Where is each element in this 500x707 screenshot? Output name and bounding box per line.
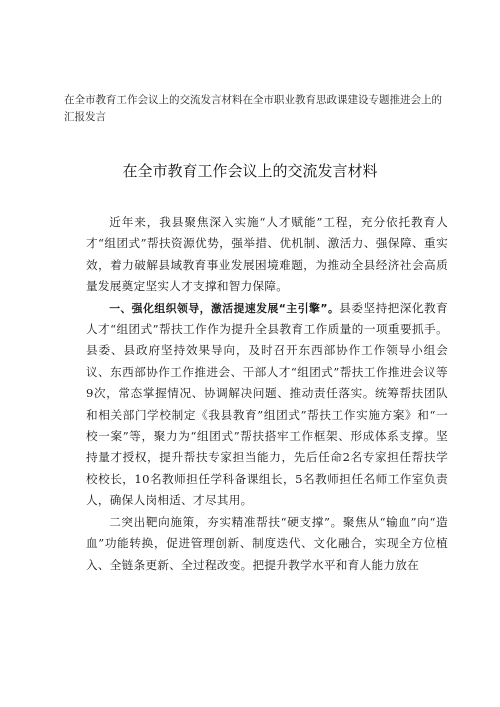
document-header bbox=[64, 92, 444, 126]
document-body bbox=[86, 212, 448, 576]
paragraph-section-2 bbox=[86, 512, 448, 576]
paragraph-text: 县委坚持把深化教育人才“组团式”帮扶工作作为提升全县教育工作质量的一项重要抓手。县委、县政府坚持效果导向，及时召开东西部协作工作领导小组会议、东西部协作工作推进会、干部人才“组团式”帮扶工作推进会议等9次，常态掌握情况、协调解决问题、推动责任落实。统筹帮扶团队和相关部门学校制定《我县教育”组团式”帮扶工作实施方案》和“一校一案”等，聚力为“组团式”帮扶搭牢工作框架、形成体系支撑。坚持量才授权，提升帮扶专家担当能力，先后任命2名专家担任帮扶学校校长，10名教师担任学科备课组长，5名教师担任名师工作室负责人，确保人岗相适、才尽其用。 bbox=[86, 300, 448, 508]
paragraph-text: 二突出靶向施策，夯实精准帮扶“硬支撑”。聚焦从“输血”向“造血”功能转换，促进管理创新、制度迭代、文化融合，实现全方位植入、全链条更新、全过程改变。把提升教学水平和育人能力放在 bbox=[86, 514, 448, 572]
paragraph-section-1 bbox=[86, 298, 448, 512]
paragraph-intro bbox=[86, 212, 448, 298]
section-heading: 一、强化组织领导，激活提速发展“主引擎”。 bbox=[109, 301, 340, 315]
header-title-line: 在全市教育工作会议上的交流发言材料在全市职业教育思政课建设专题推进会上的汇报发言 bbox=[64, 94, 442, 123]
document-title: 在全市教育工作会议上的交流发言材料 bbox=[122, 162, 378, 180]
paragraph-text: 近年来，我县聚焦深入实施“人才赋能”工程，充分依托教育人才“组团式”帮扶资源优势，强举措、优机制、激活力、强保障、重实效，着力破解县域教育事业发展困境难题，为推动全县经济社会高质量发展奠定坚实人才支撑和智力保障。 bbox=[86, 215, 448, 294]
